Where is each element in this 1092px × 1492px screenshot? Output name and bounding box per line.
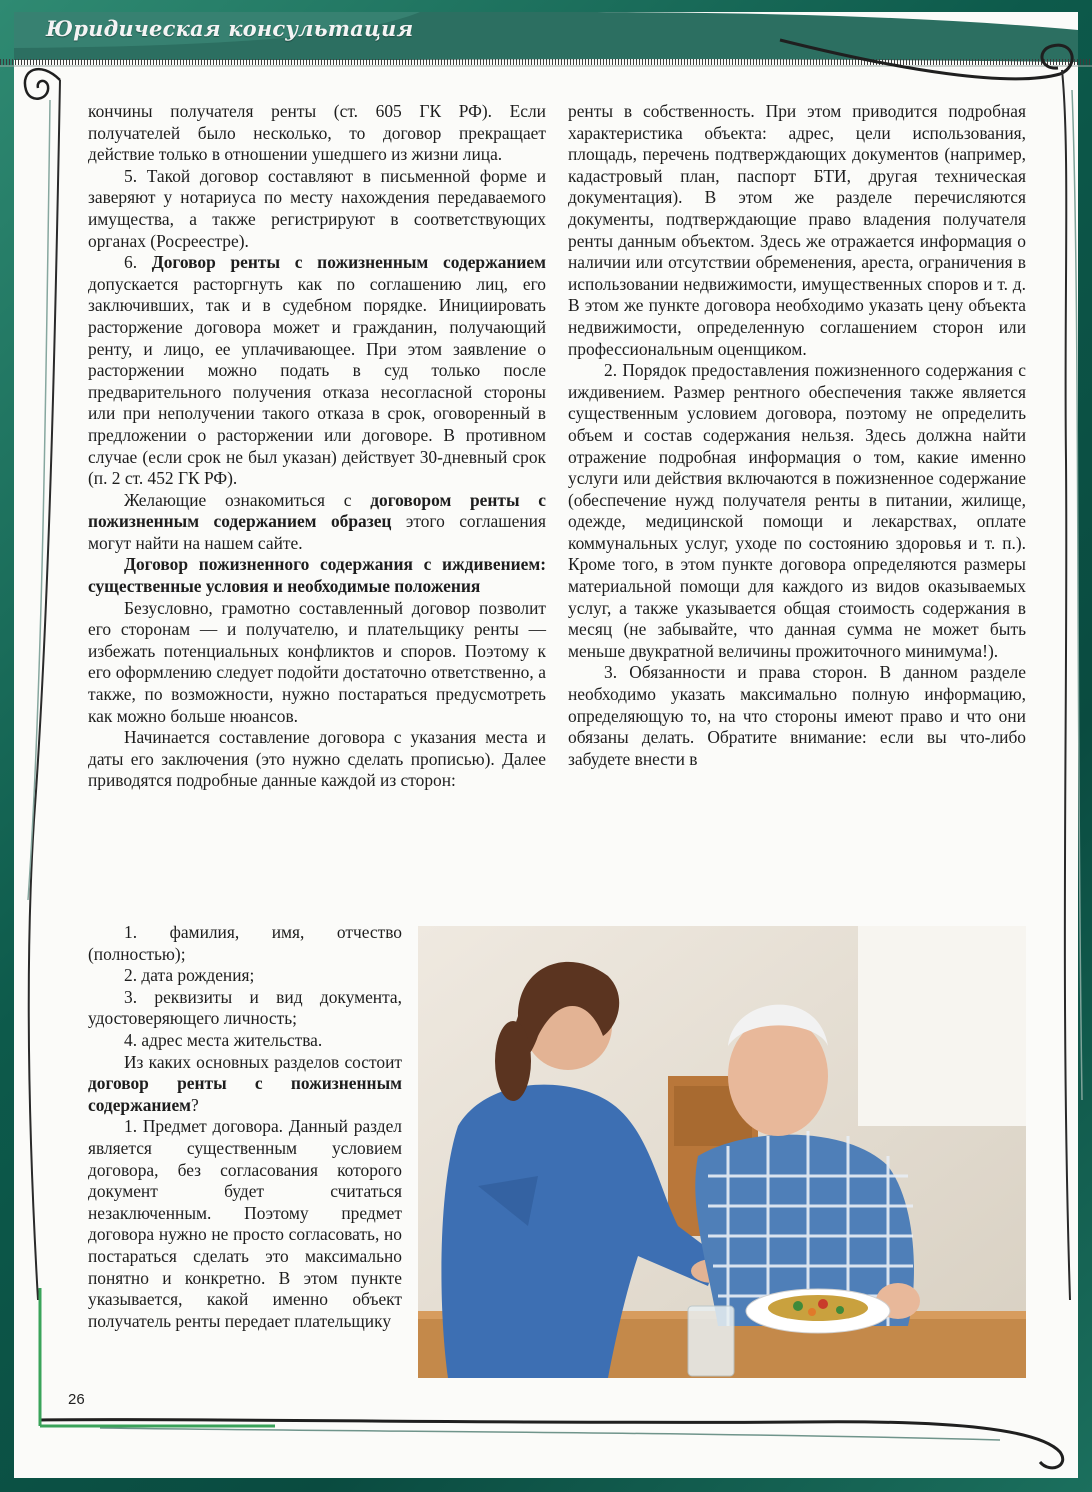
paragraph: 3. Обязанности и права сторон. В данном разделе необходимо указать максимально полную информацию, определяющую то, на что стороны имеют право и что они обязаны делать. Обратите внимание: если вы что-либо забудете внести в (568, 662, 1026, 769)
paragraph-text: Из каких основных разделов состоит (124, 1051, 402, 1072)
paragraph: Безусловно, грамотно составленный договор позволит его сторонам — и получателю, и плательщику ренты — избежать потенциальных конфликтов и споров. Поэтому к его оформлению следует подойти достаточно ответственно, а также, по возможности, нужно постараться предусмотреть как можно больше нюансов. (88, 597, 546, 726)
bold-link-term: договором ренты с пожизненным содержанием образец (88, 489, 546, 532)
paragraph: Начинается составление договора с указания места и даты его заключения (это нужно сделать прописью). Далее приводятся подробные данные каждой из сторон: (88, 727, 546, 791)
list-item: 3. реквизиты и вид документа, удостоверяющего личность; (88, 986, 402, 1029)
list-item: 2. дата рождения; (124, 965, 255, 986)
paragraph-text: Желающие ознакомиться с (124, 489, 352, 510)
paragraph: 5. Такой договор составляют в письменной форме и заверяют у нотариуса по месту нахождения передаваемого имущества, а также регистрируют в соответствующих органах (Росреестре). (88, 165, 546, 251)
bold-term: Договор ренты с пожизненным содержанием (151, 252, 546, 273)
photo-caregiver-elderly-man-icon (418, 926, 1026, 1378)
paragraph: 1. Предмет договора. Данный раздел является существенным условием договора, без согласования которого документ будет считаться незаключенным. Поэтому предмет договора нужно не просто согласовать, но постараться сделать это максимально понятно и конкретно. В этом пункте указывается, какой именно объект получатель ренты передает плательщику (88, 1116, 402, 1331)
paragraph (88, 1052, 402, 1117)
list-number: 6. (124, 252, 138, 273)
paragraph: ренты в собственность. При этом приводится подробная характеристика объекта: адрес, цели использования, площадь, перечень подтверждающих документов (например, кадастровый план, паспорт БТИ, другая техническая документация). В этом же разделе перечисляются документы, подтверждающие право владения получателя ренты данным объектом. Здесь же отражается информация о наличии или отсутствии обременения, ареста, ограничения в использовании недвижимости, имущественных споров и т. д. В этом же пункте договора необходимо указать цену объекта недвижимости, определенную соглашением сторон или профессиональным оценщиком. (568, 101, 1026, 359)
list-item: 4. адрес места жительства. (124, 1029, 323, 1050)
bold-term: договор ренты с пожизненным содержанием (88, 1073, 402, 1115)
page-number: 26 (68, 1391, 85, 1408)
section-title: Юридическая консультация (46, 16, 414, 41)
text-column-left (88, 101, 546, 792)
paragraph-text: допускается расторгнуть как по соглашению лиц, его заключивших, так и в судебном порядке. Инициировать расторжение договора может и гражданин, получающий ренту, и лицо, ее уплачивающее. При этом заявление о расторжении можно подать в суд только после предварительного получения отказа несогласной стороны или при неполучении такого отказа в срок, оговоренный в предложении о расторжении или договоре. В противном случае (если срок не был указан) действует 30-дневный срок (п. 2 ст. 452 ГК РФ). (88, 273, 546, 489)
paragraph-text: этого соглашения могут найти на нашем сайте. (88, 511, 546, 553)
text-column-right (568, 101, 1026, 770)
list-item: 1. фамилия, имя, отчество (полностью); (88, 922, 402, 964)
paragraph: кончины получателя ренты (ст. 605 ГК РФ). Если получателей было несколько, то договор прекращает действие только в отношении ушедшего из жизни лица. (88, 101, 546, 165)
subheading: Договор пожизненного содержания с иждивением: существенные условия и необходимые положения (88, 554, 546, 597)
paragraph (88, 490, 546, 555)
paragraph: 2. Порядок предоставления пожизненного содержания с иждивением. Размер рентного обеспечения также является существенным условием договора, поэтому не определить объем и состав содержания нельзя. Здесь должна найти отражение подробная информация о том, какие именно услуги или действия включаются в пожизненное содержание (обеспечение нужд получателя ренты в питании, жилище, одежде, медицинской помощи и лекарствах, оплате коммунальных услуг, уходе по состоянию здоровья и т. п.). Кроме того, в этом пункте договора определяются размеры материальной помощи для каждого из видов оказываемых услуг, а также указывается общая стоимость содержания в месяц (не забывайте, что данная сумма не может быть меньше двукратной величины прожиточного минимума!). (568, 360, 1026, 661)
paragraph-text: ? (191, 1094, 199, 1115)
paragraph (88, 252, 546, 490)
text-column-left-lower (88, 922, 402, 1332)
